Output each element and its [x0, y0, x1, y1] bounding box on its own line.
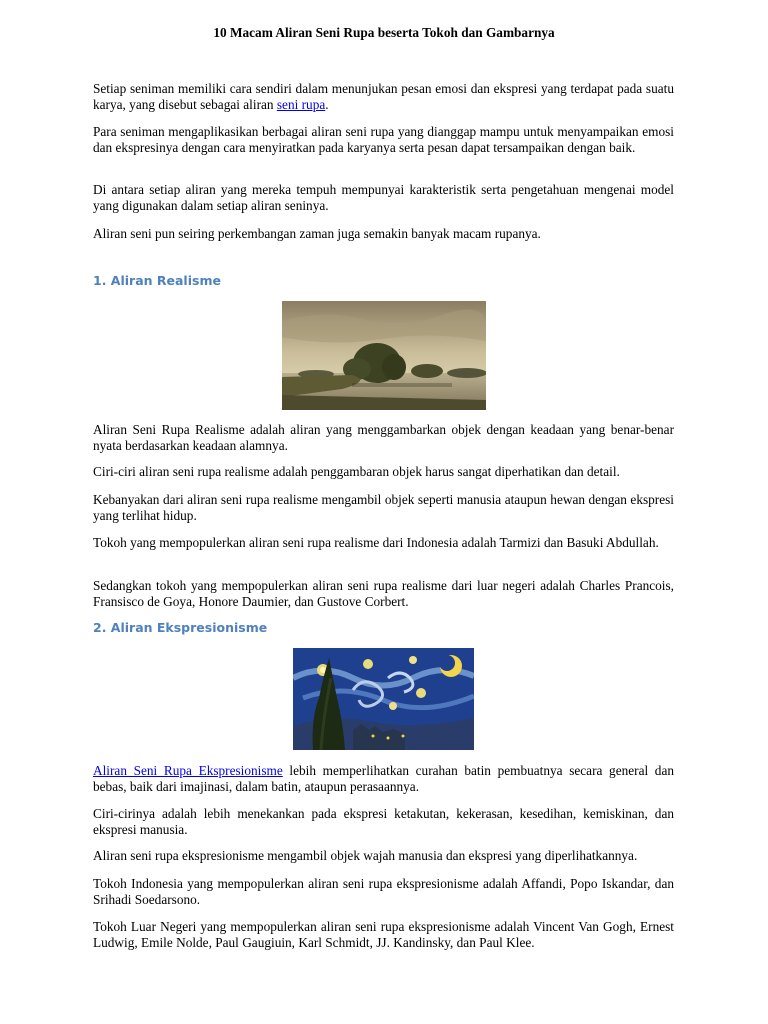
intro-paragraph-4: Aliran seni pun seiring perkembangan zaman juga semakin banyak macam rupanya.: [93, 226, 541, 241]
ekspresionisme-paragraph-3: Aliran seni rupa ekspresionisme mengambil objek wajah manusia dan ekspresi yang diperlihatkannya.: [93, 848, 638, 863]
ekspresionisme-paragraph-4: Tokoh Indonesia yang mempopulerkan aliran seni rupa ekspresionisme adalah Affandi, Popo Iskandar, dan Srihadi Soedarsono.: [93, 876, 674, 907]
realisme-painting-image: [282, 301, 486, 410]
aliran-ekspresionisme-link[interactable]: Aliran Seni Rupa Ekspresionisme: [93, 763, 283, 778]
intro-paragraph-2: Para seniman mengaplikasikan berbagai aliran seni rupa yang dianggap mampu untuk menyampaikan emosi dan ekspresinya dengan cara menyiratkan pada karyanya serta pesan dapat tersampaikan dengan baik.: [93, 124, 674, 155]
realisme-paragraph-1: Aliran Seni Rupa Realisme adalah aliran yang menggambarkan objek dengan keadaan yang benar-benar nyata berdasarkan keadaan alamnya.: [93, 422, 674, 453]
realisme-paragraph-4: Tokoh yang mempopulerkan aliran seni rupa realisme dari Indonesia adalah Tarmizi dan Basuki Abdullah.: [93, 535, 659, 550]
intro-paragraph-3: Di antara setiap aliran yang mereka tempuh mempunyai karakteristik serta pengetahuan mengenai model yang digunakan dalam setiap aliran seninya.: [93, 182, 674, 213]
intro-paragraph-1-text: Setiap seniman memiliki cara sendiri dalam menunjukan pesan emosi dan ekspresi yang terdapat pada suatu karya, yang disebut sebagai aliran: [93, 81, 674, 112]
heading-realisme: 1. Aliran Realisme: [93, 273, 221, 288]
ekspresionisme-paragraph-1: [93, 763, 674, 795]
ekspresionisme-paragraph-5: Tokoh Luar Negeri yang mempopulerkan aliran seni rupa ekspresionisme adalah Vincent Van Gogh, Ernest Ludwig, Emile Nolde, Paul Gaugiuin, Karl Schmidt, JJ. Kandinsky, dan Paul Klee.: [93, 919, 674, 950]
ekspresionisme-paragraph-2: Ciri-cirinya adalah lebih menekankan pada ekspresi ketakutan, kekerasan, kesedihan, kemiskinan, dan ekspresi manusia.: [93, 806, 674, 837]
ekspresionisme-paragraph-1-text: lebih memperlihatkan curahan batin pembuatnya secara general dan bebas, baik dari imajinasi, dalam batin, ataupun perasaannya.: [93, 763, 674, 794]
intro-paragraph-1-end: .: [325, 97, 329, 112]
ekspresionisme-painting-image: [293, 648, 474, 750]
document-title: 10 Macam Aliran Seni Rupa beserta Tokoh dan Gambarnya: [213, 25, 555, 40]
intro-paragraph-1: [93, 81, 674, 113]
seni-rupa-link[interactable]: seni rupa: [276, 97, 326, 112]
heading-ekspresionisme: 2. Aliran Ekspresionisme: [93, 620, 268, 635]
realisme-paragraph-3: Kebanyakan dari aliran seni rupa realisme mengambil objek seperti manusia ataupun hewan dengan ekspresi yang terlihat hidup.: [93, 492, 674, 523]
realisme-paragraph-2: Ciri-ciri aliran seni rupa realisme adalah penggambaran objek harus sangat diperhatikan dan detail.: [93, 464, 620, 479]
realisme-paragraph-5: Sedangkan tokoh yang mempopulerkan aliran seni rupa realisme dari luar negeri adalah Charles Prancois, Fransisco de Goya, Honore Daumier, dan Gustove Corbert.: [93, 578, 674, 609]
